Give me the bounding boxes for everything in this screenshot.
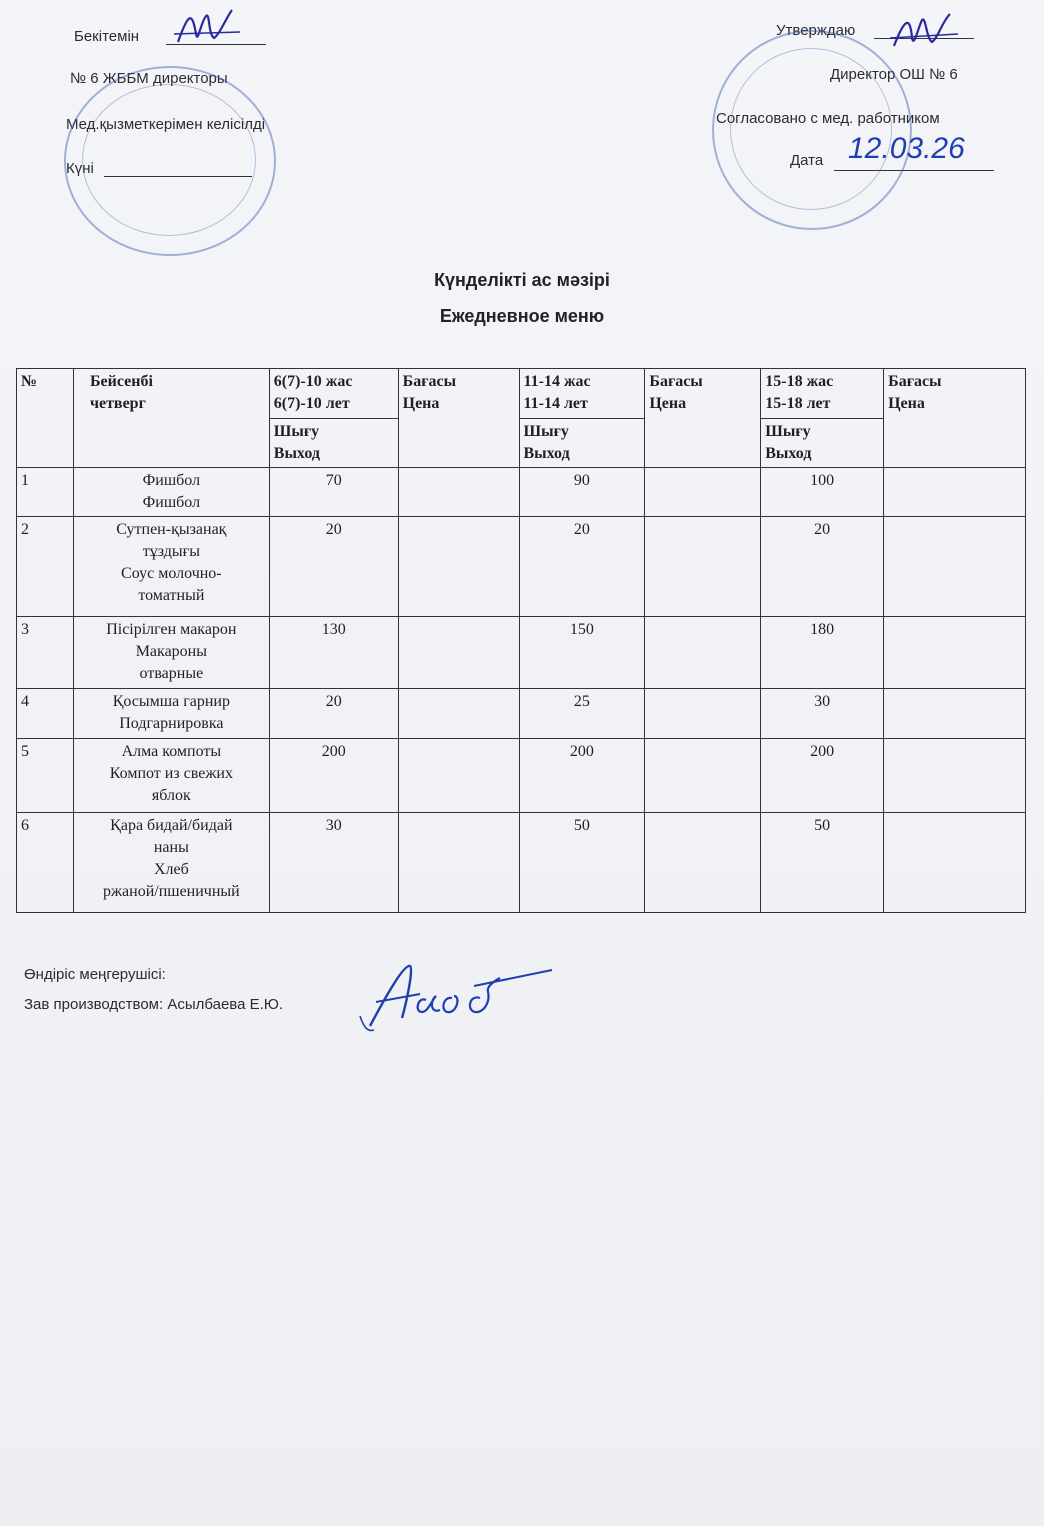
dish-name-line: Подгарнировка — [119, 715, 224, 732]
dish-name — [73, 468, 269, 517]
dish-name — [73, 517, 269, 617]
output-6-10: 20 — [269, 517, 398, 617]
date-label-ru: Дата — [790, 152, 824, 169]
header-age1-ru: 6(7)-10 лет — [273, 395, 350, 412]
header-price3 — [884, 369, 1026, 468]
dish-name — [73, 689, 269, 739]
official-stamp-right — [712, 30, 912, 230]
table-row — [17, 517, 1026, 617]
row-num: 4 — [17, 689, 74, 739]
header-age2-kz: 11-14 жас — [523, 373, 591, 390]
header-day-ru: четверг — [89, 395, 146, 412]
dish-name-line: Фишбол — [142, 494, 201, 511]
header-age3-ru: 15-18 лет — [765, 395, 831, 412]
header-day — [73, 369, 269, 468]
director-label-kz: № 6 ЖББМ директоры — [70, 70, 228, 87]
header-output1-kz: Шығу — [273, 423, 320, 440]
table-row — [17, 813, 1026, 913]
price-cell — [398, 689, 519, 739]
dish-name-line: Алма компоты — [121, 743, 222, 760]
output-6-10: 20 — [269, 689, 398, 739]
price-cell — [884, 739, 1026, 813]
output-11-14: 150 — [519, 617, 645, 689]
output-15-18: 180 — [761, 617, 884, 689]
production-head-label-ru: Зав производством: Асылбаева Е.Ю. — [24, 996, 284, 1013]
dish-name-line: Макароны — [135, 643, 207, 660]
output-15-18: 20 — [761, 517, 884, 617]
header-num: № — [17, 369, 74, 468]
dish-name-line: Пісірілген макарон — [106, 621, 237, 638]
production-head-signature — [356, 956, 556, 1036]
table-row — [17, 617, 1026, 689]
header-price2-ru: Цена — [649, 395, 687, 412]
output-15-18: 100 — [761, 468, 884, 517]
dish-name-line: Хлеб — [153, 861, 189, 878]
row-num: 6 — [17, 813, 74, 913]
header-output3-kz: Шығу — [765, 423, 811, 440]
output-15-18: 200 — [761, 739, 884, 813]
header-output2 — [519, 419, 645, 468]
price-cell — [645, 517, 761, 617]
header-age1 — [269, 369, 398, 419]
price-cell — [645, 617, 761, 689]
output-11-14: 20 — [519, 517, 645, 617]
price-cell — [884, 517, 1026, 617]
price-cell — [398, 739, 519, 813]
dish-name-line: Компот из свежих — [109, 765, 233, 782]
dish-name — [73, 739, 269, 813]
title-ru: Ежедневное меню — [439, 306, 605, 326]
header-price3-kz: Бағасы — [888, 373, 942, 390]
director-signature-left — [170, 4, 250, 54]
header-age3-kz: 15-18 жас — [765, 373, 834, 390]
header-output3-ru: Выход — [765, 445, 812, 462]
row-num: 1 — [17, 468, 74, 517]
director-label-ru: Директор ОШ № 6 — [830, 66, 958, 83]
agreed-label-kz: Мед.қызметкерімен келісілді — [66, 116, 266, 133]
dish-name-line: Қара бидай/бидай — [110, 817, 233, 834]
output-6-10: 130 — [269, 617, 398, 689]
dish-name-line: Фишбол — [142, 472, 201, 489]
header-age3 — [761, 369, 884, 419]
title-kz: Күнделікті ас мәзірі — [434, 270, 610, 290]
row-num: 5 — [17, 739, 74, 813]
output-6-10: 30 — [269, 813, 398, 913]
dish-name-line: наны — [153, 839, 189, 856]
price-cell — [398, 468, 519, 517]
table-row — [17, 689, 1026, 739]
dish-name-line: Сутпен-қызанақ — [116, 521, 227, 538]
price-cell — [884, 617, 1026, 689]
price-cell — [884, 689, 1026, 739]
dish-name-line: томатный — [138, 587, 205, 604]
header-output1 — [269, 419, 398, 468]
row-num: 3 — [17, 617, 74, 689]
production-head-label-kz: Өндіріс меңгерушісі: — [24, 966, 166, 983]
header-age2 — [519, 369, 645, 419]
output-11-14: 50 — [519, 813, 645, 913]
table-row — [17, 739, 1026, 813]
header-day-kz: Бейсенбі — [89, 373, 153, 390]
price-cell — [645, 689, 761, 739]
header-output2-ru: Выход — [523, 445, 570, 462]
dish-name-line: яблок — [151, 787, 191, 804]
approve-label-kz: Бекітемін — [74, 28, 140, 45]
output-6-10: 70 — [269, 468, 398, 517]
header-price1-ru: Цена — [402, 395, 440, 412]
dish-name — [73, 617, 269, 689]
header-price2 — [645, 369, 761, 468]
price-cell — [884, 813, 1026, 913]
price-cell — [645, 813, 761, 913]
director-signature-right — [888, 10, 964, 56]
header-output1-ru: Выход — [273, 445, 320, 462]
header-price1-kz: Бағасы — [402, 373, 457, 390]
price-cell — [645, 468, 761, 517]
dish-name-line: Соус молочно- — [121, 565, 222, 582]
row-num: 2 — [17, 517, 74, 617]
price-cell — [884, 468, 1026, 517]
price-cell — [398, 517, 519, 617]
header-age1-kz: 6(7)-10 жас — [273, 373, 353, 390]
header-price3-ru: Цена — [888, 395, 925, 412]
header-price2-kz: Бағасы — [649, 373, 703, 390]
agreed-label-ru: Согласовано с мед. работником — [716, 110, 940, 127]
header-age2-ru: 11-14 лет — [523, 395, 588, 412]
official-stamp-left — [64, 66, 276, 256]
header-price1 — [398, 369, 519, 468]
output-11-14: 200 — [519, 739, 645, 813]
price-cell — [398, 617, 519, 689]
menu-table — [16, 368, 1026, 913]
output-15-18: 50 — [761, 813, 884, 913]
output-6-10: 200 — [269, 739, 398, 813]
output-11-14: 25 — [519, 689, 645, 739]
dish-name-line: отварные — [139, 665, 204, 682]
approve-label-ru: Утверждаю — [776, 22, 856, 39]
output-15-18: 30 — [761, 689, 884, 739]
date-label-kz: Күні — [66, 160, 94, 177]
dish-name — [73, 813, 269, 913]
table-row — [17, 468, 1026, 517]
output-11-14: 90 — [519, 468, 645, 517]
header-output2-kz: Шығу — [523, 423, 569, 440]
handwritten-date: 12.03.26 — [848, 132, 965, 165]
dish-name-line: тұздығы — [142, 543, 200, 560]
price-cell — [645, 739, 761, 813]
header-output3 — [761, 419, 884, 468]
price-cell — [398, 813, 519, 913]
dish-name-line: Қосымша гарнир — [112, 693, 230, 710]
dish-name-line: ржаной/пшеничный — [102, 883, 240, 900]
